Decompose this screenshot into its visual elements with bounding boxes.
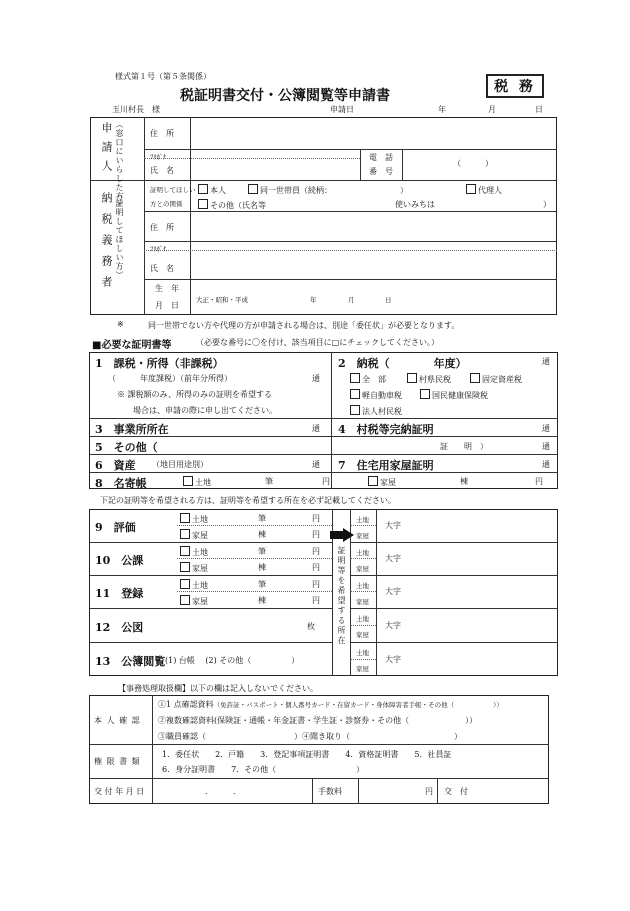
row-9-house-label: 家屋 (192, 531, 208, 540)
checkbox[interactable] (407, 373, 417, 383)
cert-1-note-1: ※ 課税額のみ、所得のみの証明を希望する (117, 390, 273, 399)
issue-date-label: 交 付 年 月 日 (94, 787, 145, 796)
checkbox[interactable] (198, 184, 208, 194)
checkbox[interactable] (470, 373, 480, 383)
loc-land-10: 土地 (356, 549, 369, 557)
cert-7-title[interactable]: 7 住宅用家屋証明 (338, 459, 434, 472)
loc-aza-12[interactable]: 大字 (385, 621, 401, 630)
cert-2-opt-property-label: 固定資産税 (482, 375, 522, 384)
row-9-land[interactable] (180, 513, 208, 525)
applicant-address-field[interactable] (194, 120, 554, 146)
row-11-title[interactable]: 11 登録 (95, 587, 144, 600)
checkbox[interactable] (350, 373, 360, 383)
loc-house-10: 家屋 (356, 565, 369, 573)
fee-unit: 円 (425, 787, 433, 796)
relation-household-label: 同一世帯員（続柄： ） (260, 186, 408, 195)
cert-2-opt-nhi[interactable] (420, 389, 488, 401)
checkbox[interactable] (248, 184, 258, 194)
cert-8-house-yen: 円 (535, 477, 543, 486)
dob-day: 日 (385, 296, 392, 304)
cert-2-opt-corp-label: 法人村民税 (362, 407, 402, 416)
cert-2-opt-corp[interactable] (350, 405, 402, 417)
cert-2-opt-all-label: 全 部 (362, 375, 386, 384)
loc-aza-9[interactable]: 大字 (385, 521, 401, 530)
date-year: 年 (438, 105, 446, 114)
cert-2-opt-property[interactable] (470, 373, 522, 385)
dob-label-1: 生 年 (155, 284, 179, 293)
applicant-name-label: 氏 名 (150, 166, 174, 175)
cert-5-mid: 証 明 ） (440, 442, 488, 451)
relation-label-2: 方との関係 (150, 200, 183, 208)
delivery-label: 交 付 (444, 787, 468, 796)
loc-land-11: 土地 (356, 582, 369, 590)
cert-1-note-2: 場合は、申請の際に申し出てください。 (133, 406, 277, 415)
auth-docs-label: 権 限 書 類 (94, 757, 141, 766)
checkbox[interactable] (183, 476, 193, 486)
checkbox[interactable] (198, 199, 208, 209)
issue-date-dots: ． ． (205, 787, 241, 796)
cert-6-title[interactable]: 6 資産 (95, 459, 136, 472)
addressee: 玉川村長 様 (112, 105, 160, 114)
checkbox[interactable] (466, 184, 476, 194)
row-10-land[interactable] (180, 546, 208, 558)
phone-label-2: 番 号 (369, 167, 393, 176)
loc-land-9: 土地 (356, 516, 369, 524)
taxpayer-furigana-label: ﾌﾘｶﾞﾅ (150, 245, 167, 253)
applicant-name-field[interactable] (194, 160, 357, 178)
row-11-house-yen: 円 (312, 596, 320, 605)
taxpayer-name-label: 氏 名 (150, 264, 174, 273)
cert-1-title[interactable]: 1 課税・所得（非課税） (95, 357, 224, 370)
relation-label-1: 証明してほしい (150, 186, 196, 194)
checkbox[interactable] (180, 513, 190, 523)
checkbox[interactable] (180, 562, 190, 572)
cert-8-land-hitsu: 筆 (265, 477, 273, 486)
row-10-hitsu: 筆 (258, 547, 266, 556)
relation-agent[interactable] (466, 184, 502, 196)
loc-house-12: 家屋 (356, 631, 369, 639)
applicant-furigana-label: ﾌﾘｶﾞﾅ (150, 153, 167, 161)
cert-2-opt-kei-label: 軽自動車税 (362, 391, 402, 400)
proxy-note-mark: ※ (117, 320, 124, 329)
row-10-title[interactable]: 10 公課 (95, 554, 144, 567)
row-9-house-yen: 円 (312, 530, 320, 539)
loc-house-13: 家屋 (356, 665, 369, 673)
loc-aza-13[interactable]: 大字 (385, 655, 401, 664)
date-day: 日 (535, 105, 543, 114)
checkbox[interactable] (180, 546, 190, 556)
application-date-label: 申請日 (330, 105, 354, 114)
row-11-land-label: 土地 (192, 581, 208, 590)
row-11-mune: 棟 (258, 596, 266, 605)
loc-aza-10[interactable]: 大字 (385, 554, 401, 563)
dob-year: 年 (310, 296, 317, 304)
relation-self[interactable] (198, 184, 226, 196)
id-check-2: ②複数確認資料(保険証・通帳・年金証書・学生証・診察券・その他（ ）） (158, 716, 478, 725)
cert-2-opt-nhi-label: 国民健康保険税 (432, 391, 488, 400)
checkbox[interactable] (350, 405, 360, 415)
row-10-house-label: 家屋 (192, 564, 208, 573)
row-10-house-yen: 円 (312, 563, 320, 572)
cert-8-house-label: 家屋 (380, 478, 396, 487)
row-9-land-label: 土地 (192, 515, 208, 524)
cert-8-land[interactable] (183, 476, 211, 488)
checkbox[interactable] (420, 389, 430, 399)
dob-month: 月 (348, 296, 355, 304)
taxpayer-sublabel: （証明してほしい方） (115, 190, 124, 280)
cert-2-title[interactable]: 2 納税（ 年度） (338, 357, 467, 370)
row-10-land-yen: 円 (312, 547, 320, 556)
row-11-land-yen: 円 (312, 580, 320, 589)
cert-3-title[interactable]: 3 事業所所在 (95, 423, 169, 436)
row-9-title[interactable]: 9 評価 (95, 521, 136, 534)
checkbox[interactable] (180, 595, 190, 605)
cert-1-unit: 通 (312, 374, 320, 383)
checkbox[interactable] (180, 579, 190, 589)
relation-self-label: 本人 (210, 186, 226, 195)
cert-5-unit: 通 (542, 442, 550, 451)
office-heading: 【事務処理取扱欄】以下の欄は記入しないでください。 (118, 684, 318, 693)
loc-aza-11[interactable]: 大字 (385, 587, 401, 596)
applicant-label: 申請人 (100, 122, 113, 179)
relation-agent-label: 代理人 (478, 186, 502, 195)
applicant-sublabel: （窓口にいらした方） (115, 120, 124, 210)
cert-2-opt-kei[interactable] (350, 389, 402, 401)
row-13-options[interactable]: (1) 台帳 (2) その他（ ） (165, 656, 300, 665)
location-vertical-label: 証明等を希望する所在 (337, 546, 346, 646)
row-13-title[interactable]: 13 公簿閲覧 (95, 655, 166, 668)
relation-household[interactable] (248, 184, 408, 196)
cert-8-house-mune: 棟 (460, 477, 468, 486)
form-title: 税証明書交付・公簿閲覧等申請書 (180, 88, 390, 104)
cert-7-unit: 通 (542, 460, 550, 469)
id-check-1-text: ①1 点確認資料 (158, 700, 214, 709)
row-9-hitsu: 筆 (258, 514, 266, 523)
taxpayer-address-field[interactable] (194, 214, 554, 238)
checkbox[interactable] (180, 529, 190, 539)
phone-field[interactable]: （ ） (453, 159, 493, 168)
relation-other[interactable] (198, 199, 266, 211)
auth-docs-line-1: 1．委任状 2．戸籍 3．登記事項証明書 4．資格証明書 5．社員証 (162, 750, 452, 759)
form-number: 様式第１号（第５条関係） (115, 72, 211, 81)
era-options[interactable]: 大正・昭和・平成 (196, 296, 248, 304)
id-check-1 (158, 699, 503, 710)
date-month: 月 (488, 105, 496, 114)
row-11-land[interactable] (180, 579, 208, 591)
row-10-land-label: 土地 (192, 548, 208, 557)
loc-house-9: 家屋 (356, 532, 369, 540)
row-11-hitsu: 筆 (258, 580, 266, 589)
location-note: 下記の証明等を希望される方は、証明等を希望する所在を必ず記載してください。 (100, 496, 396, 505)
row-9-land-yen: 円 (312, 514, 320, 523)
cert-8-house[interactable] (368, 476, 396, 488)
tax-stamp: 税 務 (486, 74, 544, 98)
cert-3-unit: 通 (312, 424, 320, 433)
loc-land-13: 土地 (356, 649, 369, 657)
loc-land-12: 土地 (356, 615, 369, 623)
id-check-3: ③職員確認（ ）④聞き取り（ ） (158, 732, 462, 741)
required-heading: ■必要な証明書等 (92, 340, 172, 351)
cert-6-sub: （地目用途別） (152, 460, 208, 469)
cert-8-land-yen: 円 (322, 477, 330, 486)
cert-6-unit: 通 (312, 460, 320, 469)
public-records-table (89, 509, 558, 676)
row-9-mune: 棟 (258, 530, 266, 539)
proxy-note: 同一世帯でない方や代理の方が申請される場合は、別途「委任状」が必要となります。 (148, 321, 460, 330)
arrow-right-icon (330, 528, 354, 542)
row-10-house[interactable] (180, 562, 208, 574)
id-check-1-detail: （免許証・パスポート・個人番号カード・在留カード・身体障害者手帳・その他（ ）） (213, 701, 503, 709)
checkbox[interactable] (350, 389, 360, 399)
taxpayer-label: 納税義務者 (100, 192, 113, 297)
relation-other-label: その他（氏名等 (210, 201, 266, 210)
cert-2-opt-resident-label: 村県民税 (419, 375, 451, 384)
auth-docs-line-2: 6．身分証明書 7．その他（ ） (162, 765, 365, 774)
row-9-house[interactable] (180, 529, 208, 541)
cert-8-land-label: 土地 (195, 478, 211, 487)
cert-4-title[interactable]: 4 村税等完納証明 (338, 423, 434, 436)
fee-label: 手数料 (318, 787, 342, 796)
cert-4-unit: 通 (542, 424, 550, 433)
row-12-unit: 枚 (307, 622, 315, 631)
usage-label: 使いみちは (395, 200, 435, 209)
cert-2-opt-resident[interactable] (407, 373, 451, 385)
id-check-label: 本 人 確 認 (94, 716, 141, 725)
cert-1-year: （ 年度課税）（前年分所得） (108, 374, 232, 383)
taxpayer-address-label: 住 所 (150, 223, 174, 232)
cert-2-unit: 通 (542, 357, 550, 366)
dob-label-2: 月 日 (155, 301, 179, 310)
row-11-house-label: 家屋 (192, 597, 208, 606)
taxpayer-name-field[interactable] (194, 253, 554, 277)
relation-other-close: ） (543, 200, 551, 209)
applicant-address-label: 住 所 (150, 129, 174, 138)
phone-label-1: 電 話 (369, 153, 393, 162)
required-hint: （必要な番号に〇を付け、該当項目に□にチェックしてください。） (196, 338, 439, 347)
cert-8-title[interactable]: 8 名寄帳 (95, 477, 147, 490)
row-10-mune: 棟 (258, 563, 266, 572)
cert-2-opt-all[interactable] (350, 373, 386, 385)
row-12-title[interactable]: 12 公図 (95, 621, 144, 634)
checkbox[interactable] (368, 476, 378, 486)
cert-5-title[interactable]: 5 その他（ (95, 441, 158, 454)
loc-house-11: 家屋 (356, 598, 369, 606)
row-11-house[interactable] (180, 595, 208, 607)
